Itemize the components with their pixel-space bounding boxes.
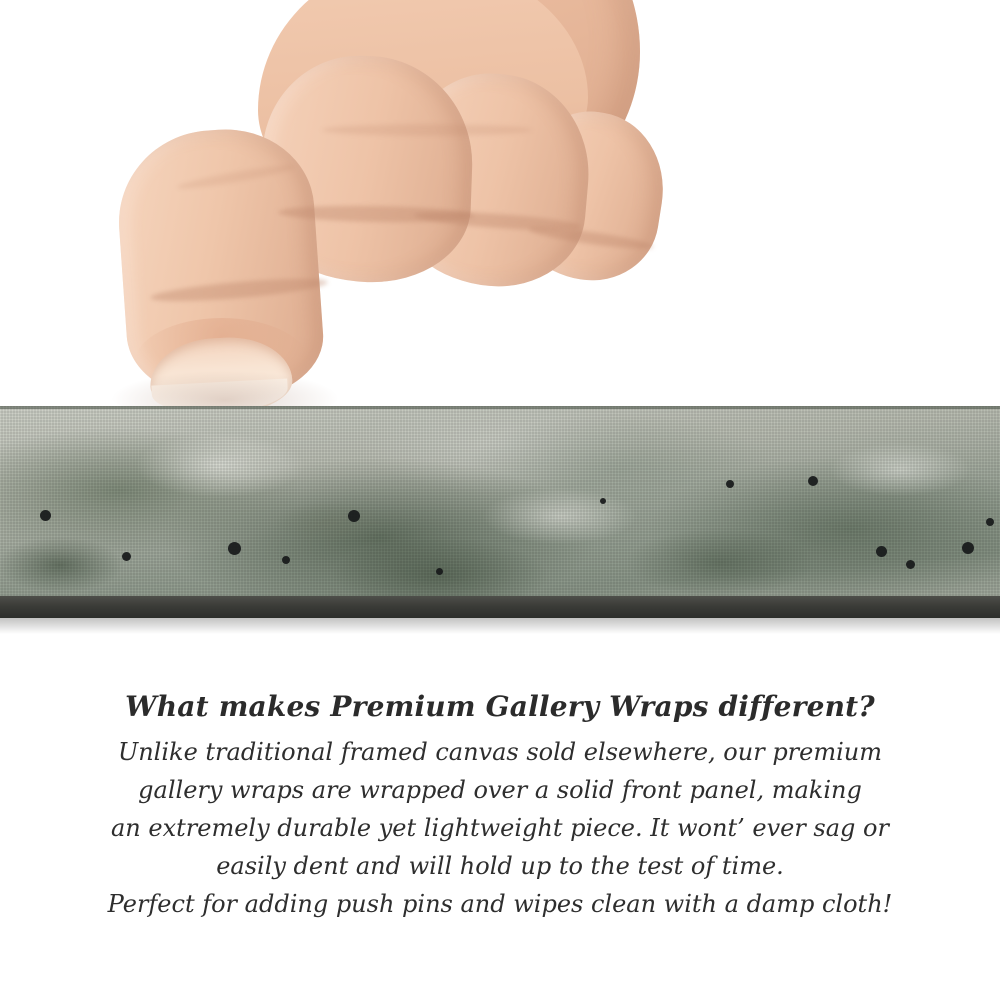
canvas-speck <box>962 542 974 554</box>
canvas-speck <box>436 568 443 575</box>
canvas-weave-texture <box>0 406 1000 618</box>
canvas-speck <box>228 542 241 555</box>
canvas-frame-edge <box>0 596 1000 618</box>
canvas-speck <box>986 518 994 526</box>
canvas-speck <box>282 556 290 564</box>
canvas-speck <box>726 480 734 488</box>
caption-line: gallery wraps are wrapped over a solid front panel, making <box>138 776 862 804</box>
canvas-speck <box>876 546 887 557</box>
canvas-speck <box>40 510 51 521</box>
canvas-top-edge <box>0 406 1000 409</box>
canvas-speck <box>348 510 360 522</box>
canvas-speck <box>600 498 606 504</box>
knuckle-crease <box>322 124 532 136</box>
canvas-drop-shadow <box>0 618 1000 634</box>
canvas-speck <box>122 552 131 561</box>
caption-block <box>0 690 1000 923</box>
canvas-speck <box>808 476 818 486</box>
hand-illustration <box>0 0 1000 410</box>
canvas-speck <box>906 560 915 569</box>
caption-line: easily dent and will hold up to the test of time. <box>216 852 784 880</box>
caption-body <box>0 733 1000 923</box>
caption-line: an extremely durable yet lightweight piece. It wont’ ever sag or <box>111 814 889 842</box>
canvas-edge-strip <box>0 406 1000 618</box>
caption-line: Perfect for adding push pins and wipes clean with a damp cloth! <box>107 890 893 918</box>
caption-line: Unlike traditional framed canvas sold elsewhere, our premium <box>117 738 882 766</box>
caption-heading: What makes Premium Gallery Wraps different? <box>125 690 875 723</box>
